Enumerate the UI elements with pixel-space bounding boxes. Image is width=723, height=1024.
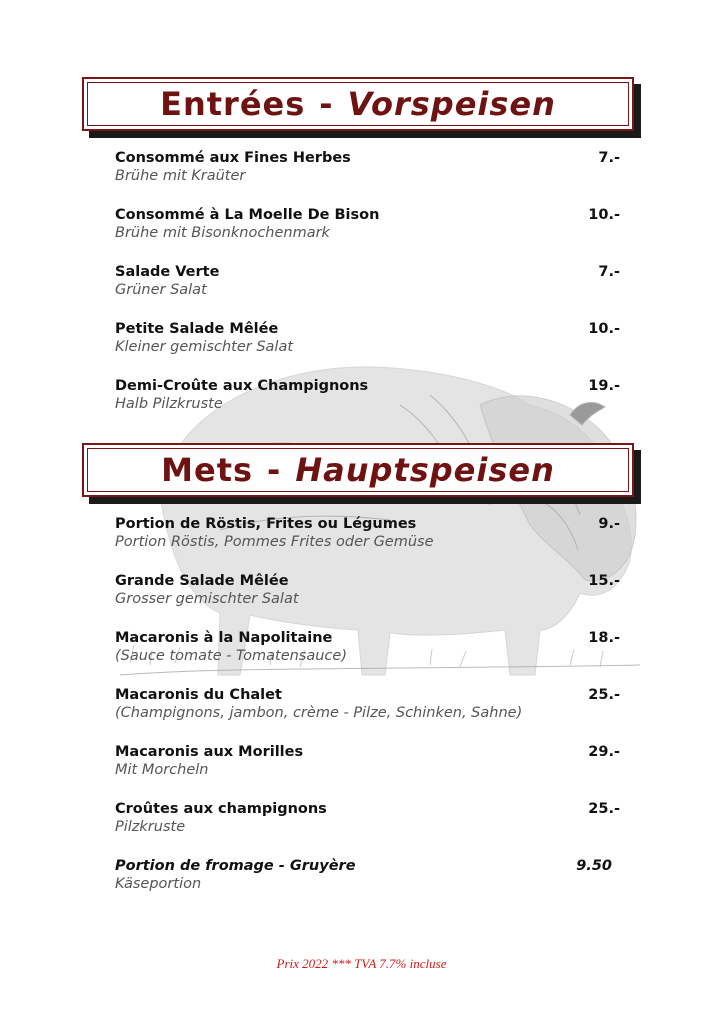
section-title-de: Vorspeisen	[347, 85, 556, 123]
item-name-fr: Portion de fromage - Gruyère	[115, 858, 356, 874]
item-name-fr: Macaronis du Chalet	[115, 687, 282, 703]
section-title-fr: Entrées	[160, 85, 306, 123]
item-price: 29.-	[588, 744, 620, 760]
item-name-fr: Petite Salade Mêlée	[115, 321, 279, 337]
item-name-de: Grüner Salat	[115, 282, 207, 298]
menu-item	[115, 207, 620, 241]
item-name-de: Käseportion	[115, 876, 202, 892]
section-title-separator: -	[319, 85, 334, 123]
item-name-de: Brühe mit Bisonknochenmark	[115, 225, 330, 241]
section-title-separator: -	[267, 451, 282, 489]
item-name-de: Grosser gemischter Salat	[115, 591, 299, 607]
menu-item	[115, 744, 620, 778]
section-title-fr: Mets	[161, 451, 254, 489]
menu-item	[115, 321, 620, 355]
menu-item	[115, 573, 620, 607]
item-name-fr: Macaronis aux Morilles	[115, 744, 304, 760]
item-name-fr: Demi-Croûte aux Champignons	[115, 378, 369, 394]
menu-item	[115, 630, 620, 664]
section-title	[84, 445, 632, 495]
section-banner-mets	[82, 443, 634, 497]
menu-item	[115, 516, 620, 550]
item-price: 10.-	[588, 207, 620, 223]
item-price: 18.-	[588, 630, 620, 646]
menu-item	[115, 264, 620, 298]
menu-item	[115, 858, 620, 892]
item-price: 25.-	[588, 687, 620, 703]
item-name-de: Mit Morcheln	[115, 762, 209, 778]
item-name-fr: Consommé à La Moelle De Bison	[115, 207, 380, 223]
item-name-de: Kleiner gemischter Salat	[115, 339, 294, 355]
item-price: 10.-	[588, 321, 620, 337]
item-price: 15.-	[588, 573, 620, 589]
menu-item	[115, 687, 620, 721]
menu-item	[115, 150, 620, 184]
item-name-de: Brühe mit Kraüter	[115, 168, 246, 184]
item-name-fr: Consommé aux Fines Herbes	[115, 150, 351, 166]
section-title-de: Hauptspeisen	[295, 451, 555, 489]
item-price: 9.50	[576, 858, 612, 874]
section-title	[84, 79, 632, 129]
item-name-fr: Macaronis à la Napolitaine	[115, 630, 333, 646]
item-name-fr: Portion de Röstis, Frites ou Légumes	[115, 516, 417, 532]
price-footnote: Prix 2022 *** TVA 7.7% incluse	[276, 956, 447, 971]
item-name-fr: Salade Verte	[115, 264, 220, 280]
item-name-de: (Sauce tomate - Tomatensauce)	[115, 648, 347, 664]
section-banner-entrees	[82, 77, 634, 131]
item-name-fr: Grande Salade Mêlée	[115, 573, 289, 589]
menu-item	[115, 801, 620, 835]
item-price: 9.-	[598, 516, 620, 532]
item-price: 7.-	[598, 264, 620, 280]
item-name-de: Portion Röstis, Pommes Frites oder Gemüse	[115, 534, 434, 550]
item-price: 7.-	[598, 150, 620, 166]
menu-item	[115, 378, 620, 412]
item-name-de: Halb Pilzkruste	[115, 396, 223, 412]
item-name-de: Pilzkruste	[115, 819, 186, 835]
item-price: 25.-	[588, 801, 620, 817]
item-price: 19.-	[588, 378, 620, 394]
item-name-fr: Croûtes aux champignons	[115, 801, 327, 817]
item-name-de: (Champignons, jambon, crème - Pilze, Schinken, Sahne)	[115, 705, 523, 721]
